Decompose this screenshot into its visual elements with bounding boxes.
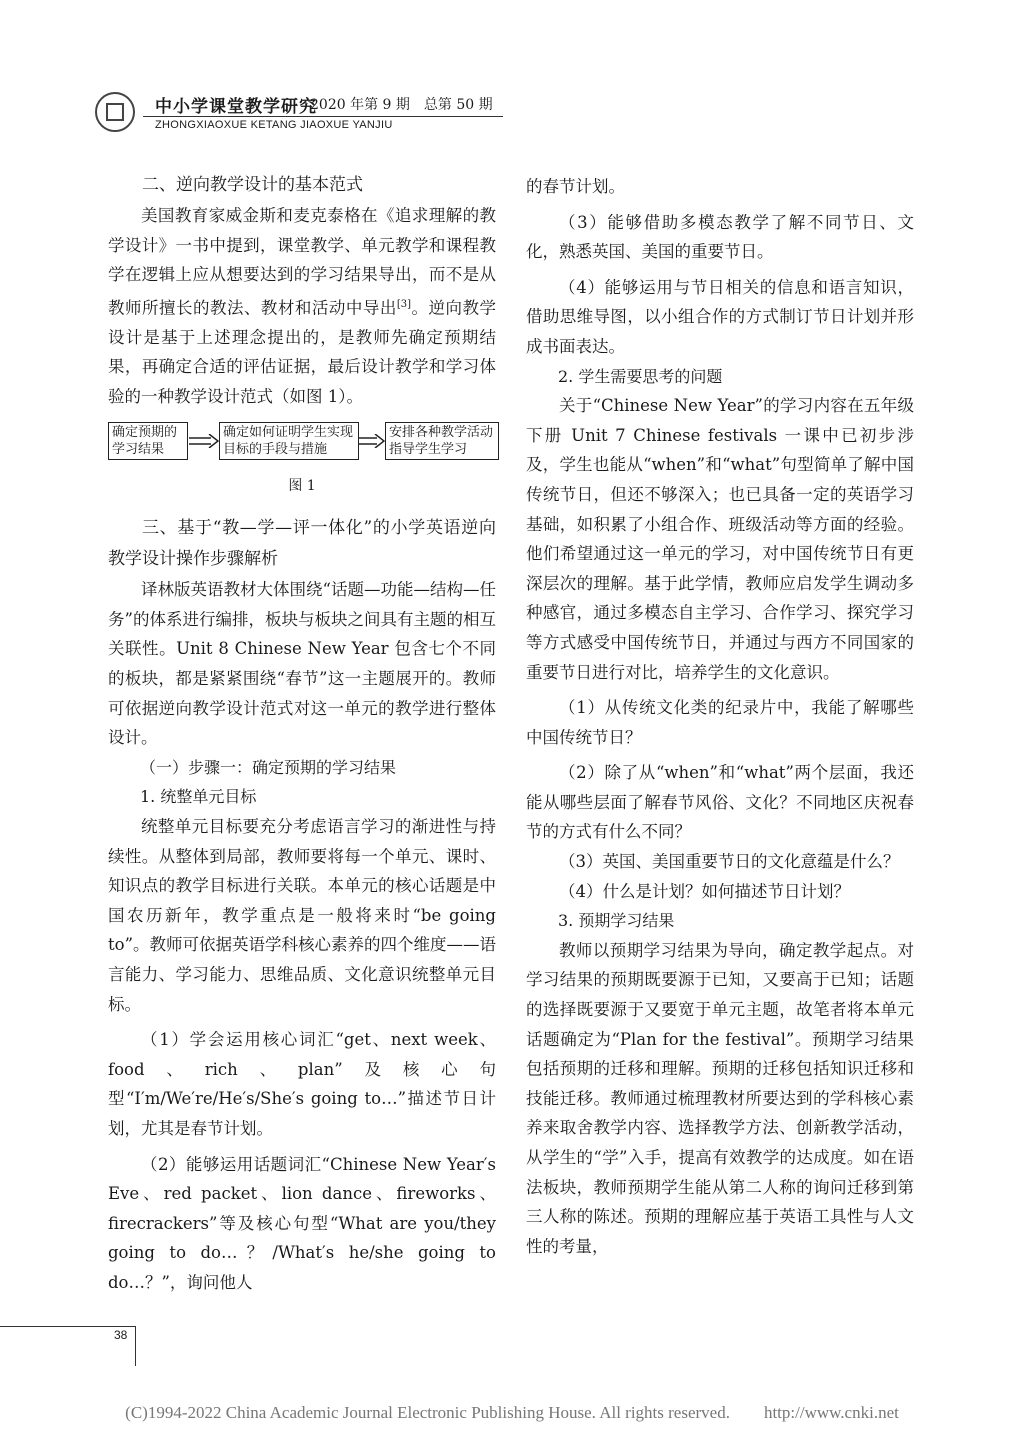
subheading: 1. 统整单元目标 — [140, 787, 257, 807]
subheading: 2. 学生需要思考的问题 — [558, 366, 723, 386]
arrow-right-icon — [359, 434, 385, 448]
page-number-rule — [135, 1326, 136, 1366]
section-heading-2: 二、逆向教学设计的基本范式 — [142, 175, 363, 195]
paragraph: 译林版英语教材大体围绕“话题—功能—结构—任务”的体系进行编排，板块与板块之间具有主题的相互关联性。Unit 8 Chinese New Year 包含七个不同的板块，都是紧紧围绕“春节”这一主题展开的。教师可依据逆向教学设计范式对这一单元的教学进行整体设计。 — [108, 580, 496, 748]
list-item: （2）能够运用话题词汇“Chinese New Year′s Eve、red packet、lion dance、fireworks、firecrackers”等及核心句型“What are you/they going to do…？/What′s he/she going to do…？”，询问他人 — [108, 1154, 496, 1292]
figure-caption: 图 1 — [288, 477, 316, 494]
list-item: （3）能够借助多模态教学了解不同节日、文化，熟悉英国、美国的重要节日。 — [526, 212, 914, 262]
header-rule — [143, 116, 503, 117]
figure-1-flowchart — [106, 418, 498, 468]
step-heading: （一）步骤一：确定预期的学习结果 — [140, 757, 397, 777]
paragraph-text: 。逆向教学设计是基于上述理念提出的，是教师先确定预期结果，再确定合适的评估证据，最后设计教学和学习体验的一种教学设计范式（如图 1）。 — [108, 298, 497, 407]
page-number: 38 — [114, 1328, 128, 1342]
list-item: （1）学会运用核心词汇“get、next week、food、rich、plan”及核心句型“I′m/We′re/He′s/She′s going to…”描述节日计划，尤其是春节计划。 — [108, 1030, 496, 1138]
journal-logo-icon — [95, 92, 135, 132]
arrow-right-icon — [189, 434, 219, 448]
journal-pinyin: ZHONGXIAOXUE KETANG JIAOXUE YANJIU — [155, 119, 393, 131]
issue-info: 2020 年第 9 期 总第 50 期 — [310, 97, 493, 113]
flow-box-expected-results: 确定预期的学习结果 — [108, 422, 188, 460]
journal-title: 中小学课堂教学研究 — [155, 97, 317, 117]
journal-header — [95, 88, 495, 140]
flow-box-activities: 安排各种教学活动指导学生学习 — [385, 422, 499, 460]
question-item: （3）英国、美国重要节日的文化意蕴是什么？ — [559, 852, 900, 872]
section-heading-3: 三、基于“教—学—评一体化”的小学英语逆向教学设计操作步骤解析 — [108, 518, 496, 570]
copyright-footer: (C)1994-2022 China Academic Journal Electronic Publishing House. All rights reserved. http://www.cnki.net — [125, 1403, 899, 1422]
paragraph: 教师以预期学习结果为导向，确定教学起点。对学习结果的预期既要源于已知，又要高于已知；话题的选择既要源于又要宽于单元主题，故笔者将本单元话题确定为“Plan for the festival”。预期学习结果包括预期的迁移和理解。预期的迁移包括知识迁移和技能迁移。教师通过梳理教材所要达到的学科核心素养来取舍教学内容、选择教学方法、创新教学活动，从学生的“学”入手，提高有效教学的达成度。如在语法板块，教师预期学生能从第二人称的询问迁移到第三人称的陈述。预期的理解应基于英语工具性与人文性的考量， — [526, 940, 914, 1256]
paragraph — [108, 201, 496, 412]
question-item: （4）什么是计划？如何描述节日计划？ — [559, 881, 850, 901]
question-item: （2）除了从“when”和“what”两个层面，我还能从哪些层面了解春节风俗、文化？不同地区庆祝春节的方式有什么不同？ — [526, 763, 914, 842]
paragraph-text: 美国教育家威金斯和麦克泰格在《追求理解的教学设计》一书中提到，课堂教学、单元教学和课程教学在逻辑上应从想要达到的学习结果导出，而不是从教师所擅长的教法、教材和活动中导出 — [108, 206, 496, 318]
subheading: 3. 预期学习结果 — [558, 911, 675, 931]
list-item: （4）能够运用与节日相关的信息和语言知识，借助思维导图，以小组合作的方式制订节日计划并形成书面表达。 — [526, 277, 914, 356]
flow-box-evidence: 确定如何证明学生实现目标的手段与措施 — [219, 422, 359, 460]
paragraph-continuation: 的春节计划。 — [526, 177, 625, 196]
question-item: （1）从传统文化类的纪录片中，我能了解哪些中国传统节日？ — [526, 698, 914, 747]
left-column — [108, 170, 496, 1298]
paragraph: 统整单元目标要充分考虑语言学习的渐进性与持续性。从整体到局部，教师要将每一个单元、课时、知识点的教学目标进行关联。本单元的核心话题是中国农历新年，教学重点是一般将来时“be going to”。教师可依据英语学科核心素养的四个维度——语言能力、学习能力、思维品质、文化意识统整单元目标。 — [108, 817, 496, 1014]
citation-ref: [3] — [396, 298, 412, 310]
paragraph: 关于“Chinese New Year”的学习内容在五年级下册 Unit 7 Chinese festivals 一课中已初步涉及，学生也能从“when”和“what”句型简单了解中国传统节日，但还不够深入；也已具备一定的英语学习基础，如积累了小组合作、班级活动等方面的经验。他们希望通过这一单元的学习，对中国传统节日有更深层次的理解。基于此学情，教师应启发学生调动多种感官，通过多模态自主学习、合作学习、探究学习等方式感受中国传统节日，并通过与西方不同国家的重要节日进行对比，培养学生的文化意识。 — [526, 396, 914, 682]
right-column — [526, 172, 914, 1261]
